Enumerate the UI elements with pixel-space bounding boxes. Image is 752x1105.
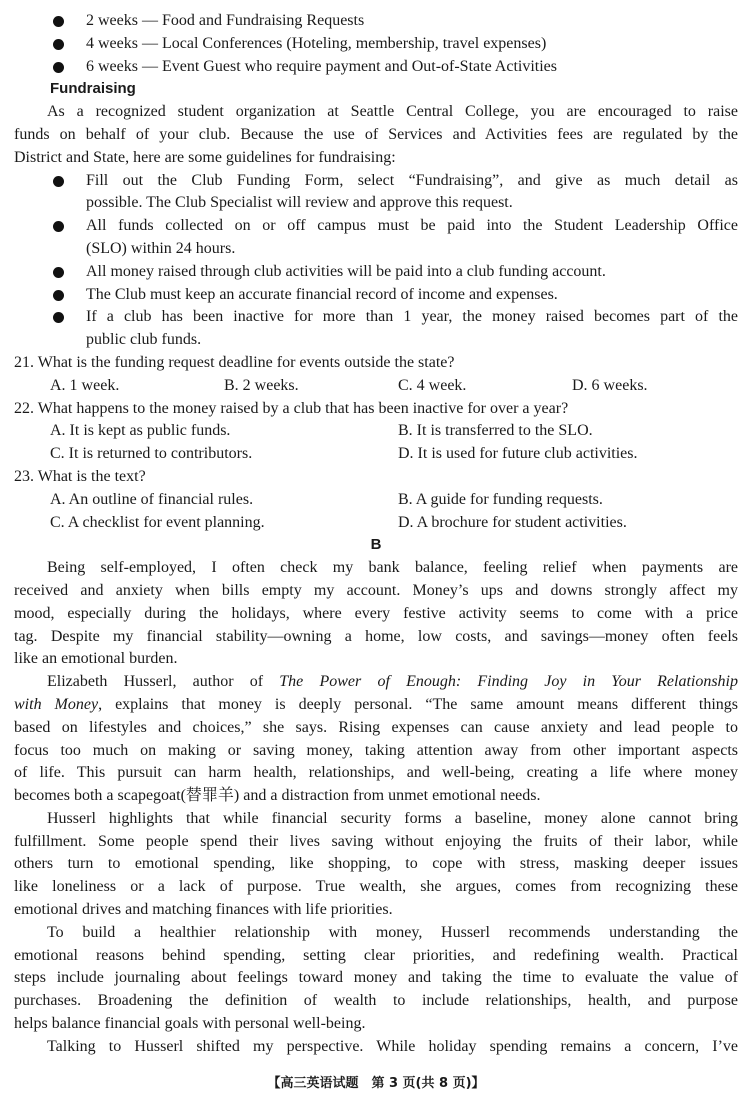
paragraph-line: like an emotional burden.	[14, 650, 178, 668]
fundraising-heading: Fundraising	[50, 80, 136, 98]
bullet-icon	[53, 16, 64, 27]
paragraph-line: Being self-employed, I often check my bank balance, feeling relief when payments are	[47, 559, 738, 577]
paragraph-line: based on lifestyles and choices,” she says. Rising expenses can cause anxiety and lead people to	[14, 718, 738, 736]
guideline-item-cont: public club funds.	[86, 331, 202, 349]
paragraph-line: Talking to Husserl shifted my perspective. While holiday spending remains a concern, I’ve	[47, 1037, 738, 1055]
book-title: with Money	[14, 695, 99, 713]
paragraph-line: with Money, explains that money is deeply personal. “The same amount means different things	[14, 695, 738, 713]
question-options	[14, 375, 738, 398]
schedule-item: 6 weeks — Event Guest who require payment and Out-of-State Activities	[14, 56, 738, 79]
paragraph-line: Elizabeth Husserl, author of The Power of Enough: Finding Joy in Your Relationship	[47, 673, 738, 691]
paragraph-line: becomes both a scapegoat(替罪羊) and a distraction from unmet emotional needs.	[14, 787, 541, 805]
question-stem: 22. What happens to the money raised by a club that has been inactive for over a year?	[14, 399, 569, 417]
bullet-icon	[53, 62, 64, 73]
question-options	[14, 512, 738, 535]
schedule-item: 2 weeks — Food and Fundraising Requests	[14, 10, 738, 33]
section-label: B	[370, 536, 382, 554]
bullet-icon	[53, 176, 64, 187]
paragraph-line: Husserl highlights that while financial security forms a baseline, money alone cannot bring	[47, 809, 738, 827]
bullet-icon	[53, 39, 64, 50]
paragraph-line: focus too much on making or saving money, taking attention away from other important aspects	[14, 741, 738, 759]
option-d[interactable]: D. It is used for future club activities.	[398, 445, 638, 463]
paragraph-line: As a recognized student organization at Seattle Central College, you are encouraged to raise	[47, 103, 738, 121]
question-stem: 23. What is the text?	[14, 467, 146, 485]
option-a[interactable]: A. An outline of financial rules.	[50, 490, 254, 508]
guideline-item: All funds collected on or off campus must be paid into the Student Leadership Office	[14, 215, 738, 238]
guideline-item: The Club must keep an accurate financial record of income and expenses.	[14, 284, 738, 307]
paragraph-line: fulfillment. Some people spend their lives saving without enjoying the fruits of their labor, while	[14, 832, 738, 850]
option-d[interactable]: D. A brochure for student activities.	[398, 513, 627, 531]
question-stem: 21. What is the funding request deadline for events outside the state?	[14, 353, 455, 371]
paragraph-line: of life. This pursuit can harm health, relationships, and well-being, creating a life where money	[14, 764, 738, 782]
bullet-icon	[53, 290, 64, 301]
paragraph-line: tag. Despite my financial stability—owning a home, low costs, and savings—money often feels	[14, 627, 738, 645]
paragraph-line: like loneliness or a lack of purpose. True wealth, she argues, comes from recognizing these	[14, 878, 738, 896]
paragraph-line: others turn to emotional spending, like shopping, to cope with stress, masking deeper issues	[14, 855, 738, 873]
option-b[interactable]: B. It is transferred to the SLO.	[398, 422, 593, 440]
guideline-item-cont: possible. The Club Specialist will review and approve this request.	[86, 194, 513, 212]
paragraph-line: To build a healthier relationship with money, Husserl recommends understanding the	[47, 923, 738, 941]
option-b[interactable]: B. A guide for funding requests.	[398, 490, 603, 508]
option-b[interactable]: B. 2 weeks.	[224, 376, 299, 394]
paragraph-line: emotional drives and matching finances with life priorities.	[14, 901, 393, 919]
book-title: The Power of Enough: Finding Joy in Your Relationship	[279, 673, 738, 691]
paragraph-line: District and State, here are some guidelines for fundraising:	[14, 148, 396, 166]
guideline-item: Fill out the Club Funding Form, select “Fundraising”, and give as much detail as	[14, 170, 738, 193]
option-a[interactable]: A. It is kept as public funds.	[50, 422, 231, 440]
paragraph-line: mood, especially during the holidays, where every festive activity seems to come with a price	[14, 604, 738, 622]
question-options	[14, 420, 738, 443]
question-options	[14, 489, 738, 512]
paragraph-line: funds on behalf of your club. Because the use of Services and Activities fees are regulated by the	[14, 125, 738, 143]
paragraph-line: helps balance financial goals with personal well-being.	[14, 1015, 366, 1033]
guideline-item: If a club has been inactive for more than 1 year, the money raised becomes part of the	[14, 306, 738, 329]
option-a[interactable]: A. 1 week.	[50, 376, 120, 394]
guideline-item: All money raised through club activities will be paid into a club funding account.	[14, 261, 738, 284]
exam-page	[14, 10, 738, 1059]
option-c[interactable]: C. 4 week.	[398, 376, 467, 394]
option-c[interactable]: C. It is returned to contributors.	[50, 445, 253, 463]
bullet-icon	[53, 267, 64, 278]
option-c[interactable]: C. A checklist for event planning.	[50, 513, 265, 531]
paragraph-line: emotional reasons behind spending, setting clear priorities, and redefining wealth. Practical	[14, 946, 738, 964]
paragraph-line: purchases. Broadening the definition of wealth to include relationships, health, and purpose	[14, 992, 738, 1010]
paragraph-line: steps include journaling about feelings toward money and taking the time to evaluate the value of	[14, 969, 738, 987]
schedule-item: 4 weeks — Local Conferences (Hoteling, membership, travel expenses)	[14, 33, 738, 56]
paragraph-line: received and anxiety when bills empty my account. Money’s ups and downs strongly affect my	[14, 581, 738, 599]
page-footer: 【高三英语试题 第 3 页(共 8 页)】	[267, 1076, 485, 1091]
option-d[interactable]: D. 6 weeks.	[572, 376, 648, 394]
guideline-item-cont: (SLO) within 24 hours.	[86, 239, 236, 257]
question-options	[14, 443, 738, 466]
